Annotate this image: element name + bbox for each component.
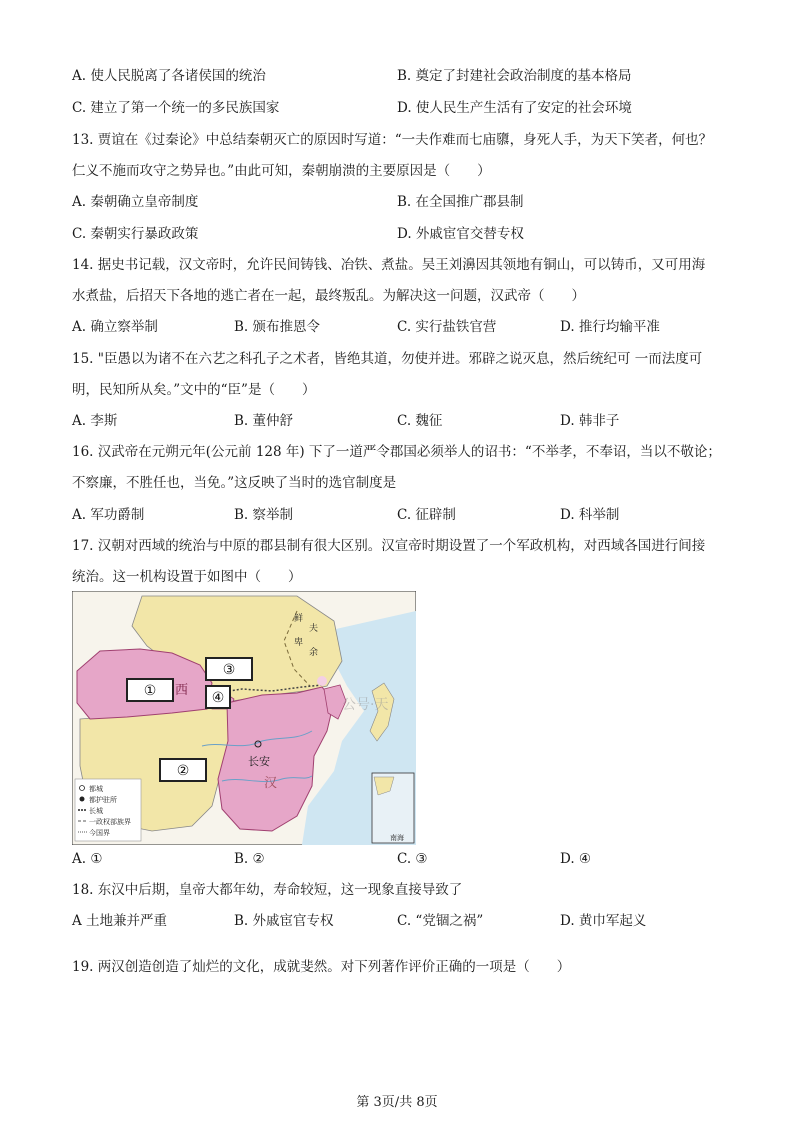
q13-stem-line-1: 13. 贾谊在《过秦论》中总结秦朝灭亡的原因时写道：“一夫作难而七庙隳，身死人手，为天下笑者，何也？: [72, 132, 713, 148]
legend-item-2: 都护驻所: [89, 796, 117, 804]
label-bei: 卑: [294, 638, 304, 648]
q14-stem-line-2: 水煮盐，后招天下各地的逃亡者在一起，最终叛乱。为解决这一问题，汉武帝（ ）: [72, 288, 585, 304]
q15-option-b[interactable]: B. 董仲舒: [234, 413, 294, 429]
q17-option-a[interactable]: A. ①: [72, 851, 103, 867]
pink-dot-marker: [317, 676, 327, 686]
page-footer: 第 3页/共 8页: [356, 1095, 438, 1110]
q16-option-b[interactable]: B. 察举制: [234, 507, 294, 523]
q17-stem-line-2: 统治。这一机构设置于如图中（ ）: [72, 569, 302, 585]
q15-option-c[interactable]: C. 魏征: [397, 413, 443, 429]
q14-option-b[interactable]: B. 颁布推恩令: [234, 319, 321, 335]
map-box-4-label: ④: [211, 690, 225, 706]
q16-stem-line-1: 16. 汉武帝在元朔元年(公元前 128 年) 下了一道严令郡国必须举人的诏书：“不举孝，不奉诏，当以不敬论；: [72, 444, 721, 460]
q12-option-b[interactable]: B. 奠定了封建社会政治制度的基本格局: [397, 68, 632, 84]
inset-label: 南海: [390, 834, 404, 842]
legend-item-1: 都城: [89, 785, 103, 793]
q13-option-c[interactable]: C. 秦朝实行暴政政策: [72, 226, 199, 242]
q14-option-c[interactable]: C. 实行盐铁官营: [397, 319, 497, 335]
q17-option-c[interactable]: C. ③: [397, 851, 428, 867]
label-xi: 西: [175, 683, 189, 698]
q13-stem-line-2: 仁义不施而攻守之势异也。”由此可知，秦朝崩溃的主要原因是（ ）: [72, 163, 491, 179]
q13-option-b[interactable]: B. 在全国推广郡县制: [397, 194, 524, 210]
q19-stem: 19. 两汉创造创造了灿烂的文化，成就斐然。对下列著作评价正确的一项是（ ）: [72, 959, 571, 975]
legend-item-5: 今国界: [89, 829, 110, 837]
q18-option-b[interactable]: B. 外戚宦官专权: [234, 913, 334, 929]
map-box-3-label: ③: [222, 662, 236, 678]
q16-option-c[interactable]: C. 征辟制: [397, 507, 456, 523]
watermark-text: 公号·天: [342, 697, 389, 713]
q17-option-d[interactable]: D. ④: [560, 851, 592, 867]
q12-option-a[interactable]: A. 使人民脱离了各诸侯国的统治: [72, 68, 266, 84]
q17-stem-line-1: 17. 汉朝对西域的统治与中原的郡县制有很大区别。汉宣帝时期设置了一个军政机构，对西域各国进行间接: [72, 538, 706, 554]
legend-item-4: 一政权部族界: [89, 818, 131, 826]
label-changan: 长安: [248, 755, 270, 768]
q17-option-b[interactable]: B. ②: [234, 851, 265, 867]
q18-stem: 18. 东汉中后期，皇帝大都年幼，寿命较短，这一现象直接导致了: [72, 882, 463, 898]
q16-stem-line-2: 不察廉，不胜任也，当免。”这反映了当时的选官制度是: [72, 475, 397, 491]
q14-stem-line-1: 14. 据史书记载，汉文帝时，允许民间铸钱、冶铁、煮盐。吴王刘濞因其领地有铜山，可以铸币，又可用海: [72, 257, 706, 273]
map-box-2-label: ②: [176, 763, 190, 779]
q18-option-c[interactable]: C. “党锢之祸”: [397, 913, 484, 929]
q15-stem-line-1: 15. "臣愚以为诸不在六艺之科孔子之术者，皆绝其道，勿使并进。邪辟之说灭息，然后统纪可 一而法度可: [72, 351, 703, 367]
q13-option-d[interactable]: D. 外戚宦官交替专权: [397, 226, 524, 242]
q12-option-c[interactable]: C. 建立了第一个统一的多民族国家: [72, 100, 280, 116]
q16-option-d[interactable]: D. 科举制: [560, 507, 620, 523]
map-box-1-label: ①: [143, 683, 157, 699]
q13-option-a[interactable]: A. 秦朝确立皇帝制度: [72, 194, 199, 210]
label-xian: 鲜: [294, 614, 304, 624]
q14-option-d[interactable]: D. 推行均输平准: [560, 319, 660, 335]
q15-option-d[interactable]: D. 韩非子: [560, 413, 620, 429]
q18-option-d[interactable]: D. 黄巾军起义: [560, 913, 647, 929]
legend-item-3: 长城: [89, 807, 103, 815]
q15-stem-line-2: 明，民知所从矣。”文中的“臣”是（ ）: [72, 382, 316, 398]
han-western-regions-map: [72, 591, 416, 845]
legend-garrison-icon: [80, 797, 85, 802]
q12-option-d[interactable]: D. 使人民生产生活有了安定的社会环境: [397, 100, 632, 116]
label-fu: 夫: [309, 624, 319, 634]
q18-option-a[interactable]: A 土地兼并严重: [72, 913, 168, 929]
label-han: 汉: [264, 776, 278, 791]
q14-option-a[interactable]: A. 确立察举制: [72, 319, 158, 335]
q16-option-a[interactable]: A. 军功爵制: [72, 507, 145, 523]
q15-option-a[interactable]: A. 李斯: [72, 413, 118, 429]
label-yu: 余: [309, 648, 319, 658]
